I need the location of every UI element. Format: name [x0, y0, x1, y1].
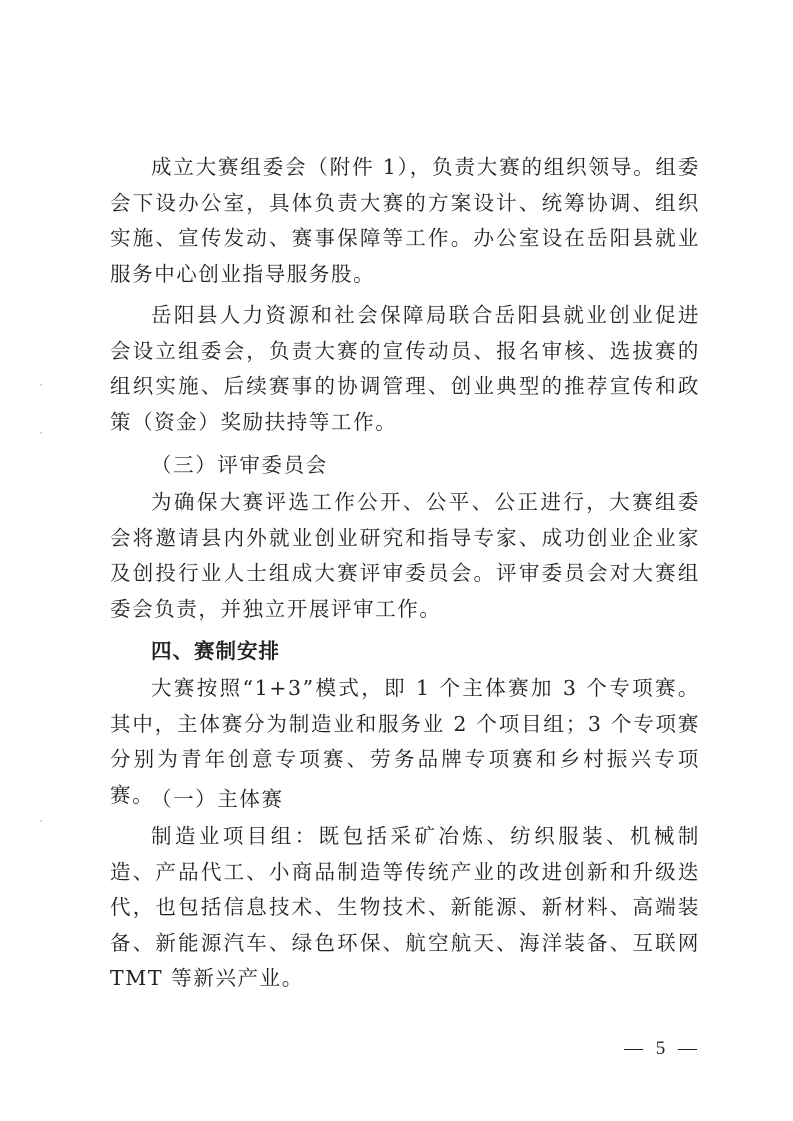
paragraph-committee-duties: 岳阳县人力资源和社会保障局联合岳阳县就业创业促进会设立组委会，负责大赛的宣传动员、报名审核、选拔赛的组织实施、后续赛事的协调管理、创业典型的推荐宣传和政策（资金）奖励扶持等工作。	[110, 303, 700, 434]
scan-speck	[40, 820, 42, 822]
heading-judging-committee: （三）评审委员会	[151, 453, 328, 477]
paragraph-manufacturing-group: 制造业项目组：既包括采矿冶炼、纺织服装、机械制造、产品代工、小商品制造等传统产业的改进创新和升级迭代，也包括信息技术、生物技术、新能源、新材料、高端装备、新能源汽车、绿色环保、航空航天、海洋装备、互联网 TMT 等新兴产业。	[110, 824, 700, 990]
scan-speck	[40, 432, 42, 434]
scan-speck	[40, 384, 42, 386]
paragraph-organizing-committee: 成立大赛组委会（附件 1），负责大赛的组织领导。组委会下设办公室，具体负责大赛的方案设计、统筹协调、组织实施、宣传发动、赛事保障等工作。办公室设在岳阳县就业服务中心创业指导服务股。	[110, 155, 700, 286]
paragraph-judging-committee: 为确保大赛评选工作公开、公平、公正进行，大赛组委会将邀请县内外就业创业研究和指导专家、成功创业企业家及创投行业人士组成大赛评审委员会。评审委员会对大赛组委会负责，并独立开展评审工作。	[110, 490, 700, 621]
heading-main-competition: （一）主体赛	[151, 787, 284, 811]
page-number: — 5 —	[624, 1038, 701, 1059]
heading-competition-format: 四、赛制安排	[151, 639, 280, 663]
paragraph-competition-format: 大赛按照“1+3”模式，即 1 个主体赛加 3 个专项赛。其中，主体赛分为制造业和服务业 2 个项目组；3 个专项赛分别为青年创意专项赛、劳务品牌专项赛和乡村振兴专项赛。	[110, 676, 700, 807]
